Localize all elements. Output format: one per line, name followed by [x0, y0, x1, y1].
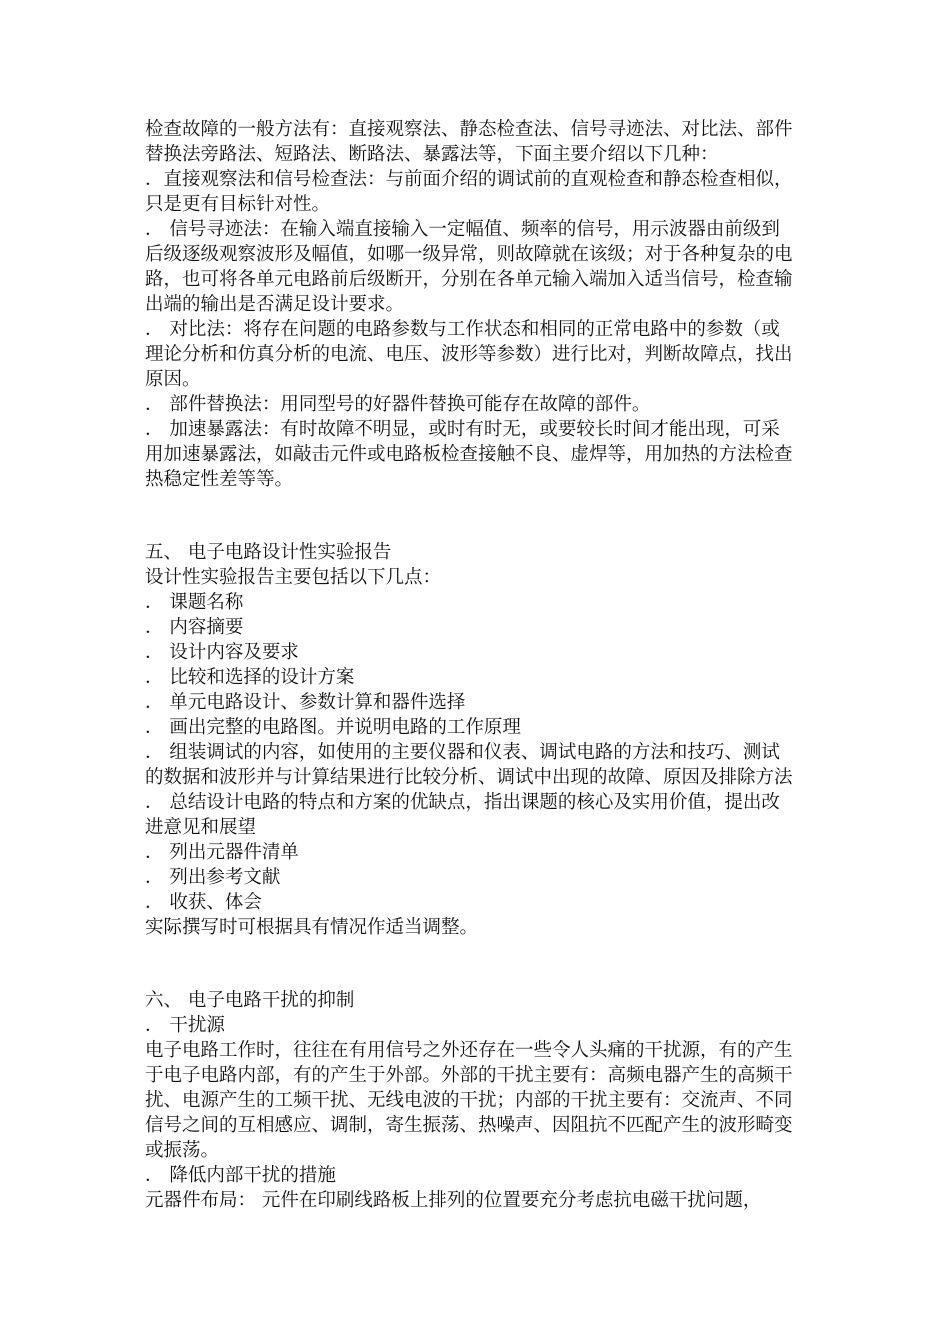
list-item: ． 列出参考文献 [145, 867, 281, 888]
text-line: 检查故障的一般方法有：直接观察法、静态检查法、信号寻迹法、对比法、部件 [145, 119, 793, 140]
text-line: ．直接观察法和信号检查法：与前面介绍的调试前的直观检查和静态检查相似， [145, 169, 793, 190]
text-line: 的数据和波形并与计算结果进行比较分析、调试中出现的故障、原因及排除方法 [145, 767, 793, 788]
list-item: ． 课题名称 [145, 592, 244, 613]
list-item: ． 画出完整的电路图。并说明电路的工作原理 [145, 717, 521, 738]
text-line: ． 信号寻迹法：在输入端直接输入一定幅值、频率的信号，用示波器由前级到 [145, 219, 780, 240]
text-line: 热稳定性差等等。 [145, 469, 294, 490]
text-line: ． 加速暴露法：有时故障不明显，或时有时无，或要较长时间才能出现，可采 [145, 419, 780, 440]
text-line: 进意见和展望 [145, 817, 257, 838]
text-line: 于电子电路内部，有的产生于外部。外部的干扰主要有：高频电器产生的高频干 [145, 1065, 793, 1086]
list-item: ． 比较和选择的设计方案 [145, 667, 355, 688]
text-line: 设计性实验报告主要包括以下几点： [145, 567, 442, 588]
list-item: ． 干扰源 [145, 1015, 225, 1036]
text-line: 路，也可将各单元电路前后级断开，分别在各单元输入端加入适当信号，检查输 [145, 269, 793, 290]
text-line: 电子电路工作时，往往在有用信号之外还存在一些令人头痛的干扰源，有的产生 [145, 1040, 793, 1061]
list-item: ． 收获、体会 [145, 892, 262, 913]
list-item: ． 总结设计电路的特点和方案的优缺点，指出课题的核心及实用价值，提出改 [145, 792, 780, 813]
text-line: 实际撰写时可根据具有情况作适当调整。 [145, 917, 479, 938]
text-line: 用加速暴露法，如敲击元件或电路板检查接触不良、虚焊等，用加热的方法检查 [145, 444, 793, 465]
list-item: ． 组装调试的内容，如使用的主要仪器和仪表、调试电路的方法和技巧、测试 [145, 742, 780, 763]
text-line: 扰、电源产生的工频干扰、无线电波的干扰；内部的干扰主要有：交流声、不同 [145, 1090, 793, 1111]
text-line: 出端的输出是否满足设计要求。 [145, 294, 405, 315]
section-heading: 六、 电子电路干扰的抑制 [145, 990, 355, 1011]
section-heading: 五、 电子电路设计性实验报告 [145, 542, 392, 563]
list-item: ． 设计内容及要求 [145, 642, 299, 663]
text-line: 原因。 [145, 369, 201, 390]
list-item: ． 列出元器件清单 [145, 842, 299, 863]
text-line: 后级逐级观察波形及幅值，如哪一级异常，则故障就在该级；对于各种复杂的电 [145, 244, 793, 265]
text-line: 理论分析和仿真分析的电流、电压、波形等参数）进行比对，判断故障点，找出 [145, 344, 793, 365]
text-line: 只是更有目标针对性。 [145, 194, 331, 215]
list-item: ． 降低内部干扰的措施 [145, 1165, 336, 1186]
list-item: ． 内容摘要 [145, 617, 244, 638]
text-line: 或振荡。 [145, 1140, 220, 1161]
text-line: 元器件布局： 元件在印刷线路板上排列的位置要充分考虑抗电磁干扰问题， [145, 1190, 762, 1211]
text-line: ． 对比法：将存在问题的电路参数与工作状态和相同的正常电路中的参数（或 [145, 319, 780, 340]
text-line: 替换法旁路法、短路法、断路法、暴露法等，下面主要介绍以下几种： [145, 144, 719, 165]
text-line: 信号之间的互相感应、调制，寄生振荡、热噪声、因阻抗不匹配产生的波形畸变 [145, 1115, 793, 1136]
text-line: ． 部件替换法：用同型号的好器件替换可能存在故障的部件。 [145, 394, 651, 415]
list-item: ． 单元电路设计、参数计算和器件选择 [145, 692, 466, 713]
